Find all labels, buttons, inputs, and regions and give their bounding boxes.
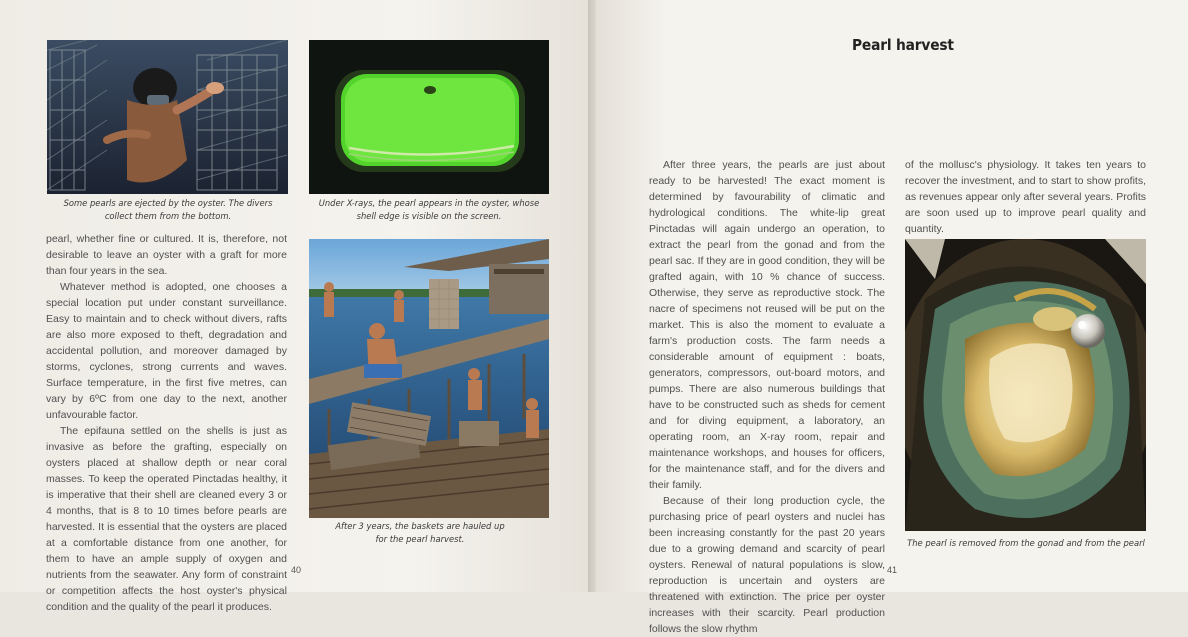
left-paragraph-2: Whatever method is adopted, one chooses a special location put under constant surveillance. Easy to maintain and to check without divers, rafts are also more exposed to theft, degradation and accidental pollution, and moreover damaged by storms, cyclones, strong currents and waves. Surface temperature, in the first five metres, can vary by 6ºC from one day to the next, another unfavourable factor. (46, 281, 287, 421)
pearl-oyster-photo (905, 239, 1146, 531)
caption-xray: Under X-rays, the pearl appears in the oyster, whose shell edge is visible on the screen. (318, 198, 540, 221)
right-col1-paragraph-1: After three years, the pearls are just about ready to be harvested! The exact moment is determined by favourability of climatic and hydrological conditions. The white-lip great Pinctadas will again undergo an operation, to extract the pearl from the gonad and from the pearl sac. If they are in good condition, they will be grafted again, with 10 % chance of success. Otherwise, they serve as reproductive stock. The nacre of specimens not reused will be put on the market. This is also the moment to evaluate a farm's production costs. The farm needs a considerable amount of equipment : boats, generators, compressors, out-board motors, and pumps. There are also numerous buildings that have to be constructed such as sheds for cement and for diving equipment, a laboratory, an operating room, an X-ray room, repair and maintenance workshops, and houses for officers, for the maintenance staff, and for the divers and their family. (649, 159, 885, 491)
page-number-right: 41 (887, 565, 898, 575)
caption-divers: Some pearls are ejected by the oyster. The divers collect them from the bottom. (63, 198, 273, 221)
right-column-1 (649, 157, 885, 637)
caption-pearl: The pearl is removed from the gonad and from the pearl (907, 538, 1145, 548)
xray-photo (309, 40, 549, 194)
left-paragraph-3: The epifauna settled on the shells is just as invasive as before the grafting, especially on oysters placed at shallow depth or near coral masses. To keep the operated Pinctadas healthy, it is imperative that their shell are cleaned every 3 or 4 months, that is 8 to 10 times before pearls are harvested. It is essential that the oysters are placed at a comfortable distance from one another, for them to have an ample supply of oxygen and nutrients from the seawater. Any form of constraint or competition affects the host oyster's physical condition and the quality of the pearl it produces. (46, 425, 287, 613)
right-page (596, 0, 1188, 635)
book-gutter (588, 0, 596, 592)
baskets-photo (309, 239, 549, 518)
diver-photo (47, 40, 288, 194)
left-body-text (46, 231, 287, 615)
right-col2-paragraph-1: of the mollusc's physiology. It takes ten years to recover the investment, and to start to show profits, as revenues appear only after several years. Profits are soon used up to improve pearl quality and quantity. (905, 159, 1146, 235)
left-paragraph-1: pearl, whether fine or cultured. It is, therefore, not desirable to leave an oyster with a graft for more than four years in the sea. (46, 233, 287, 277)
caption-baskets: After 3 years, the baskets are hauled up for the pearl harvest. (335, 521, 505, 544)
page-number-left: 40 (291, 565, 302, 575)
page-title: Pearl harvest (852, 36, 954, 54)
right-column-2 (905, 157, 1146, 237)
left-page (0, 0, 588, 613)
right-col1-paragraph-2: Because of their long production cycle, the purchasing price of pearl oysters and nuclei has been increasing constantly for the past 20 years due to a growing demand and scarcity of pearl oysters. Renewal of natural populations is slow, reproduction is uncertain and oysters are threatened with extinction. The price per oyster increases with their scarcity. Pearl production follows the slow rhythm (649, 495, 885, 635)
